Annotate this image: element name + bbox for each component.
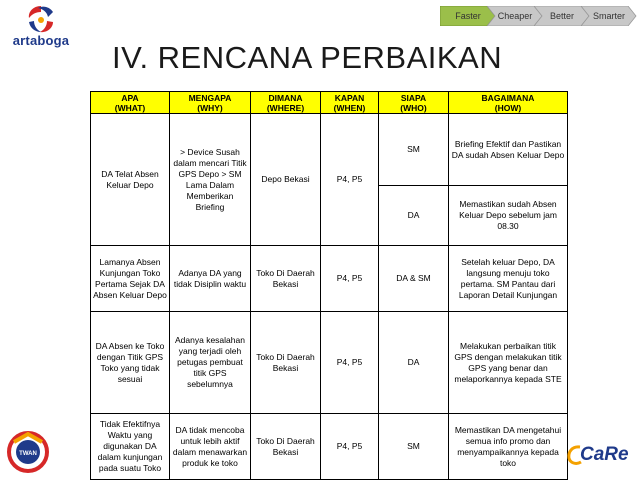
table-row bbox=[91, 114, 568, 186]
logo-text: artaboga bbox=[12, 33, 70, 48]
header-why: MENGAPA (WHY) bbox=[170, 92, 251, 114]
header-where: DIMANA (WHERE) bbox=[251, 92, 321, 114]
cell-when: P4, P5 bbox=[321, 312, 379, 414]
cell-why: DA tidak mencoba untuk lebih aktif dalam menawarkan produk ke toko bbox=[170, 414, 251, 480]
arrow-smarter bbox=[581, 6, 637, 26]
cell-when: P4, P5 bbox=[321, 246, 379, 312]
page-title: IV. RENCANA PERBAIKAN bbox=[112, 40, 503, 75]
cell-why: > Device Susah dalam mencari Titik GPS Depo > SM Lama Dalam Memberikan Briefing bbox=[170, 114, 251, 246]
cell-why: Adanya kesalahan yang terjadi oleh petugas pembuat titik GPS sebelumnya bbox=[170, 312, 251, 414]
twan-logo-text: TWAN bbox=[19, 451, 37, 457]
cell-who: SM bbox=[379, 414, 449, 480]
cell-where: Toko Di Daerah Bekasi bbox=[251, 414, 321, 480]
care-logo-text: CaRe bbox=[580, 444, 629, 465]
progress-arrows bbox=[440, 6, 636, 26]
arrow-label: Cheaper bbox=[497, 11, 533, 21]
cell-who: DA bbox=[379, 312, 449, 414]
cell-how: Melakukan perbaikan titik GPS dengan melakukan titik GPS yang benar dan melaporkannya kepada STE bbox=[449, 312, 568, 414]
cell-when: P4, P5 bbox=[321, 414, 379, 480]
table-row bbox=[91, 414, 568, 480]
twan-logo bbox=[6, 428, 50, 474]
cell-where: Toko Di Daerah Bekasi bbox=[251, 312, 321, 414]
care-logo bbox=[566, 440, 634, 474]
arrow-label: Faster bbox=[455, 11, 481, 21]
cell-how: Setelah keluar Depo, DA langsung menuju toko pertama. SM Pantau dari Laporan Detail Kunjungan bbox=[449, 246, 568, 312]
cell-how: Briefing Efektif dan Pastikan DA sudah Absen Keluar Depo bbox=[449, 114, 568, 186]
header-what: APA (WHAT) bbox=[91, 92, 170, 114]
table-row bbox=[91, 312, 568, 414]
header-when: KAPAN (WHEN) bbox=[321, 92, 379, 114]
cell-who: DA & SM bbox=[379, 246, 449, 312]
arrow-label: Smarter bbox=[592, 11, 625, 21]
artaboga-logo-mark-icon bbox=[23, 4, 59, 34]
plan-table bbox=[90, 91, 568, 480]
table-header-row bbox=[91, 92, 568, 114]
cell-why: Adanya DA yang tidak Disiplin waktu bbox=[170, 246, 251, 312]
cell-what: Tidak Efektifnya Waktu yang digunakan DA dalam kunjungan pada suatu Toko bbox=[91, 414, 170, 480]
cell-who: SM bbox=[379, 114, 449, 186]
header-how: BAGAIMANA (HOW) bbox=[449, 92, 568, 114]
cell-where: Depo Bekasi bbox=[251, 114, 321, 246]
header-who: SIAPA (WHO) bbox=[379, 92, 449, 114]
table-row bbox=[91, 246, 568, 312]
cell-when: P4, P5 bbox=[321, 114, 379, 246]
cell-how: Memastikan DA mengetahui semua info promo dan menyampaikannya kepada toko bbox=[449, 414, 568, 480]
arrow-label: Better bbox=[549, 11, 574, 21]
artaboga-logo bbox=[6, 4, 76, 52]
cell-what: DA Telat Absen Keluar Depo bbox=[91, 114, 170, 246]
cell-who: DA bbox=[379, 186, 449, 246]
cell-what: DA Absen ke Toko dengan Titik GPS Toko yang tidak sesuai bbox=[91, 312, 170, 414]
twan-logo-icon bbox=[6, 428, 50, 474]
cell-what: Lamanya Absen Kunjungan Toko Pertama Sejak DA Absen Keluar Depo bbox=[91, 246, 170, 312]
cell-where: Toko Di Daerah Bekasi bbox=[251, 246, 321, 312]
cell-how: Memastikan sudah Absen Keluar Depo sebelum jam 08.30 bbox=[449, 186, 568, 246]
